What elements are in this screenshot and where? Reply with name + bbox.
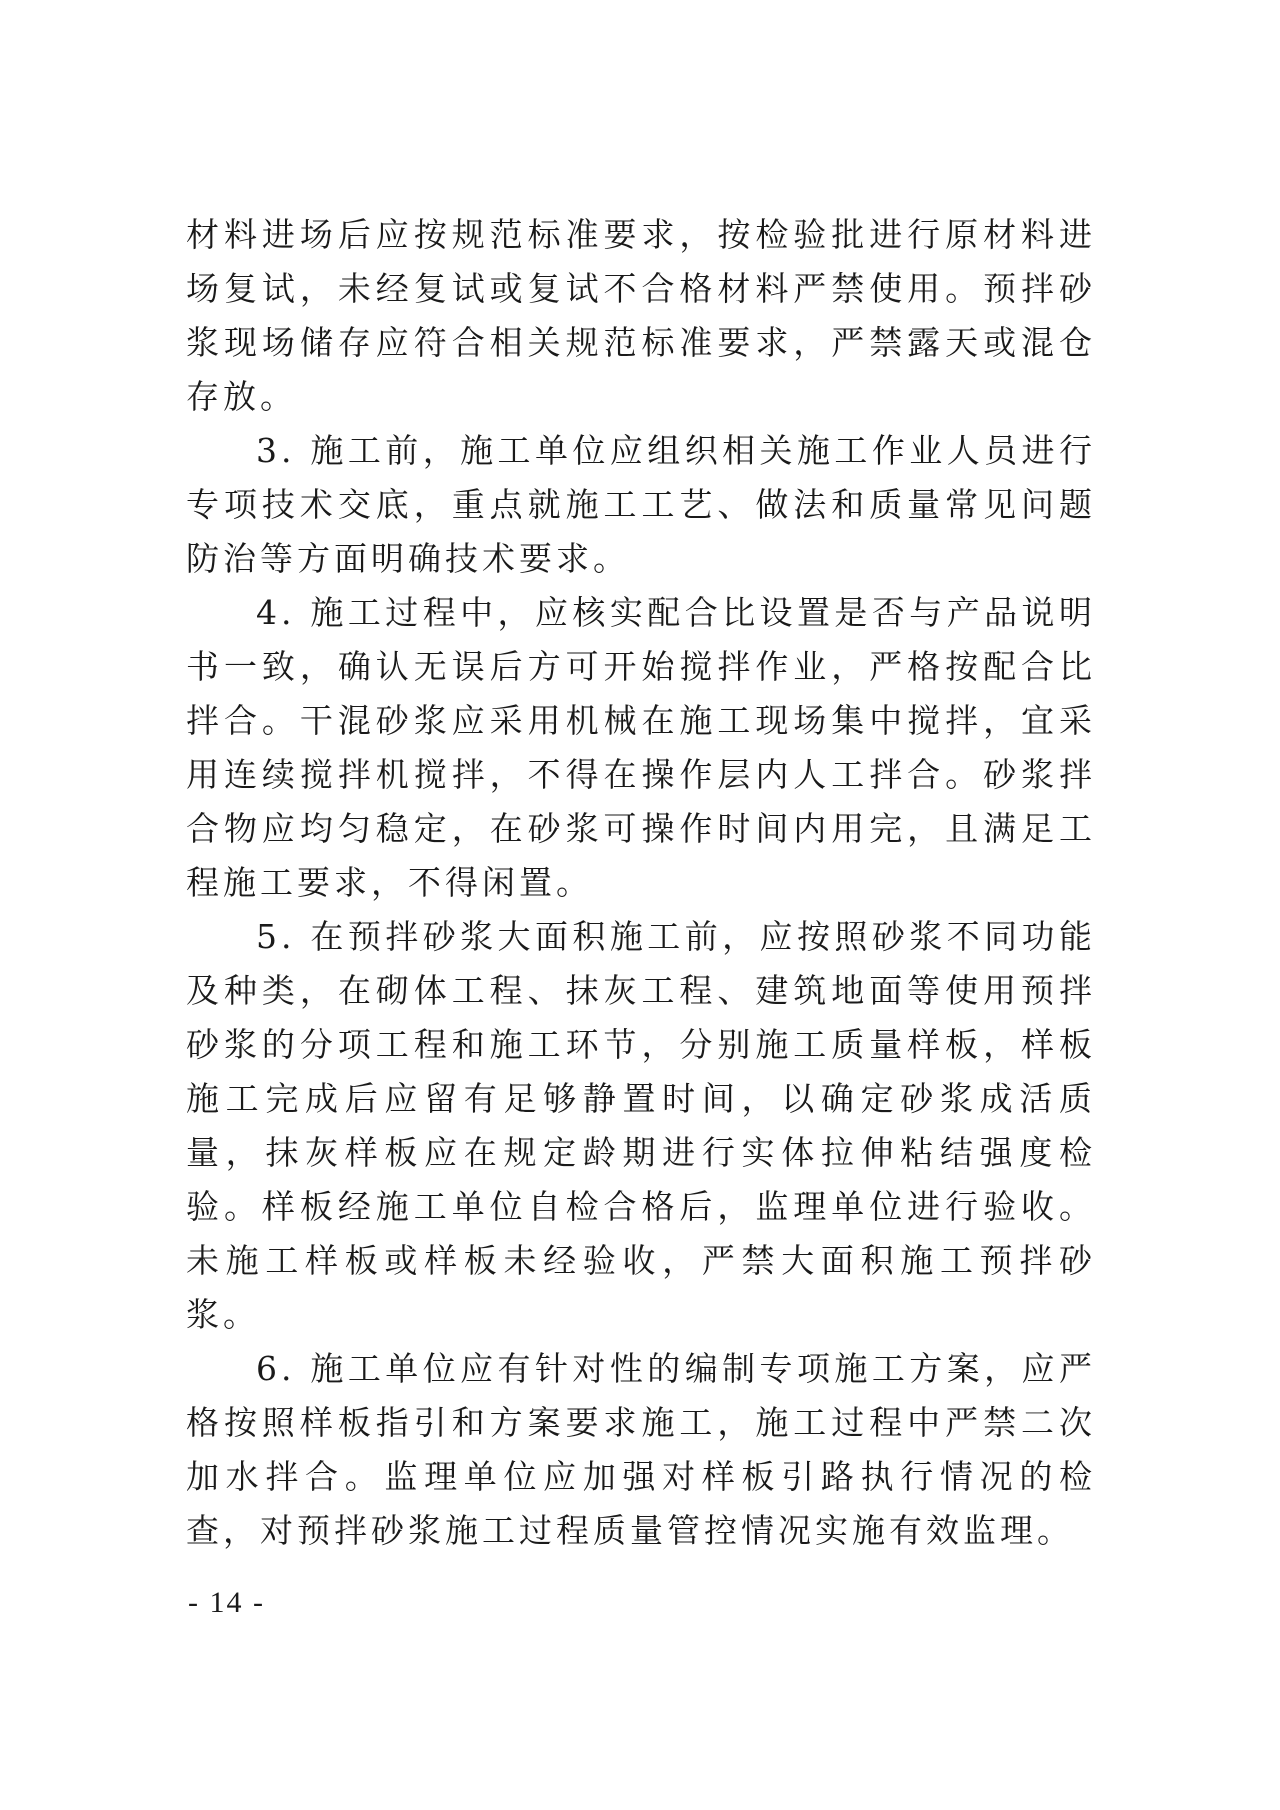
document-body bbox=[186, 208, 1096, 1558]
page-number: - 14 - bbox=[188, 1586, 265, 1619]
paragraph-item-6: 6. 施工单位应有针对性的编制专项施工方案，应严格按照样板指引和方案要求施工，施工过程中严禁二次加水拌合。监理单位应加强对样板引路执行情况的检查，对预拌砂浆施工过程质量管控情况实施有效监理。 bbox=[186, 1349, 1096, 1550]
paragraph-item-5: 5. 在预拌砂浆大面积施工前，应按照砂浆不同功能及种类，在砌体工程、抹灰工程、建筑地面等使用预拌砂浆的分项工程和施工环节，分别施工质量样板，样板施工完成后应留有足够静置时间，以确定砂浆成活质量，抹灰样板应在规定龄期进行实体拉伸粘结强度检验。样板经施工单位自检合格后，监理单位进行验收。未施工样板或样板未经验收，严禁大面积施工预拌砂浆。 bbox=[186, 917, 1096, 1334]
paragraph-continued: 材料进场后应按规范标准要求，按检验批进行原材料进场复试，未经复试或复试不合格材料严禁使用。预拌砂浆现场储存应符合相关规范标准要求，严禁露天或混仓存放。 bbox=[186, 215, 1096, 416]
paragraph-item-3: 3. 施工前，施工单位应组织相关施工作业人员进行专项技术交底，重点就施工工艺、做法和质量常见问题防治等方面明确技术要求。 bbox=[186, 431, 1096, 578]
paragraph-item-4: 4. 施工过程中，应核实配合比设置是否与产品说明书一致，确认无误后方可开始搅拌作业，严格按配合比拌合。干混砂浆应采用机械在施工现场集中搅拌，宜采用连续搅拌机搅拌，不得在操作层内人工拌合。砂浆拌合物应均匀稳定，在砂浆可操作时间内用完，且满足工程施工要求，不得闲置。 bbox=[186, 593, 1096, 902]
